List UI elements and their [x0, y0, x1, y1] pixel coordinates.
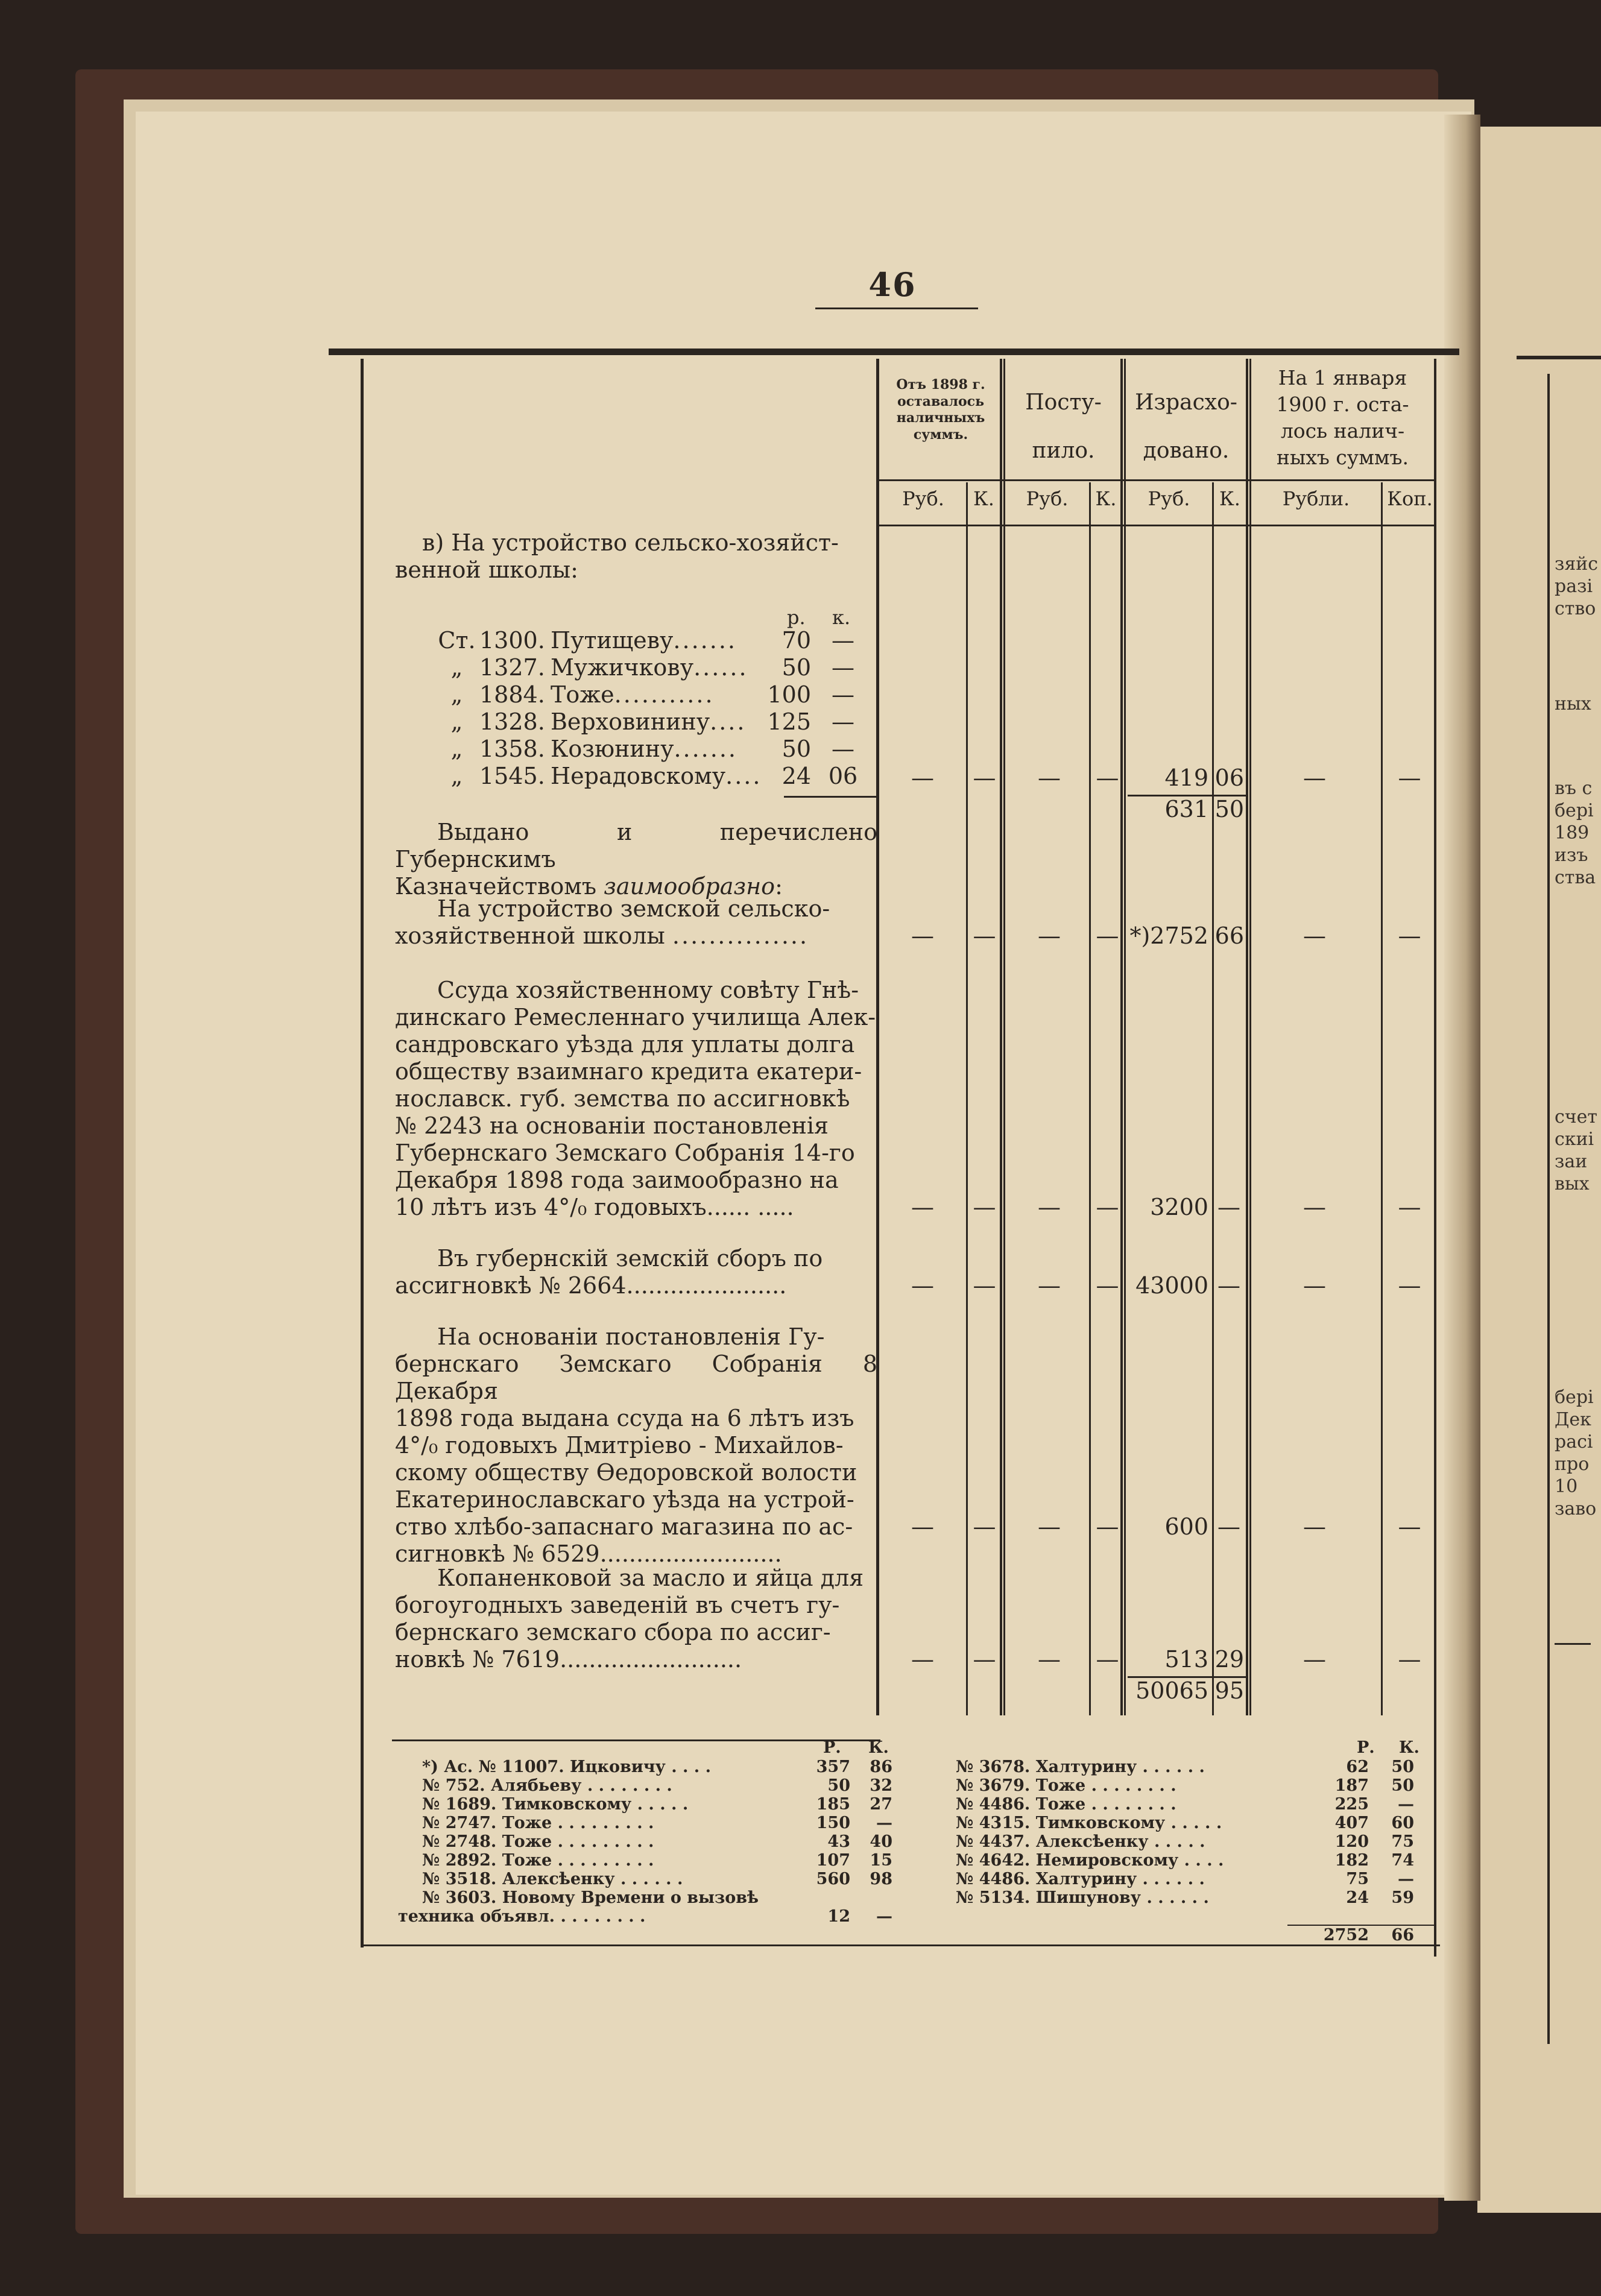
loan-entry-line: Губернскаго Земскаго Собранiя 14-го — [395, 1140, 855, 1166]
gub-kop: — — [1217, 1272, 1240, 1299]
right-page-fragment: бері — [1555, 1387, 1594, 1408]
dmitrievo-entry — [395, 1323, 877, 1568]
footnote-kop: 75 — [1391, 1832, 1414, 1851]
dash: — — [1303, 1513, 1326, 1540]
item-leader: .... — [710, 708, 747, 735]
footnote-kop: 98 — [870, 1870, 892, 1888]
section-v-item — [434, 763, 762, 789]
footnote-entry: № 2747. Тоже . . . . . . . . . — [422, 1814, 654, 1832]
unit-kop-4: Коп. — [1387, 487, 1433, 510]
item-leader: .... — [725, 763, 762, 789]
item-prefix: „ — [450, 736, 463, 762]
col-divider-2 — [1120, 359, 1123, 1715]
dash: — — [1038, 1194, 1061, 1220]
dash: — — [1398, 1646, 1421, 1673]
item-kop: — — [832, 681, 854, 708]
item-prefix: „ — [450, 681, 463, 708]
item-rub: 24 — [782, 763, 811, 789]
dmitrievo-entry-line: сигновкѣ № 6529......................... — [395, 1541, 782, 1567]
dash: — — [1096, 1194, 1119, 1220]
footnote-kop: 27 — [870, 1795, 892, 1814]
col3-header-line: довано. — [1143, 438, 1230, 463]
dash: — — [1398, 765, 1421, 791]
kopanenkova-entry-line: бернскаго земскаго сбора по ассиг- — [395, 1619, 831, 1645]
right-page-fragment: 189 — [1555, 822, 1590, 844]
footnote-kop: 59 — [1391, 1888, 1414, 1907]
dash: — — [1398, 1194, 1421, 1220]
section-v-subtotal-kop: 50 — [1214, 796, 1244, 822]
loan-entry-line: нославск. губ. земства по ассигновкѣ — [395, 1085, 850, 1112]
section-v-item — [434, 708, 746, 735]
footnote-rub: 120 — [1334, 1832, 1369, 1851]
gub-entry-line: ассигновкѣ № 2664...................... — [395, 1272, 787, 1299]
issued-heading-prefix: Казначействомъ — [395, 873, 597, 900]
dash: — — [1303, 1194, 1326, 1220]
dmitrievo-entry-line: скому обществу Ѳедоровской волости — [395, 1459, 857, 1486]
section-v-subtotal-rub: 631 — [1164, 796, 1208, 822]
item-code: 1300. — [479, 627, 545, 654]
footnote-rub: 62 — [1346, 1758, 1369, 1776]
footnote-bottom-rule — [361, 1944, 1440, 1946]
footnote-rub: 43 — [827, 1832, 850, 1851]
kopanenkova-kop: 29 — [1214, 1646, 1244, 1673]
book-gutter — [1444, 115, 1480, 2201]
total-rub: 50065 — [1135, 1677, 1208, 1704]
col1-header — [880, 377, 1001, 443]
footnote-entry: техника объявл. . . . . . . . . — [398, 1907, 646, 1926]
table-right-border — [1434, 359, 1436, 1957]
kopanenkova-entry — [395, 1565, 877, 1673]
footnote-r-label-right: Р. — [1357, 1738, 1375, 1757]
footnote-kop: — — [1398, 1870, 1414, 1888]
issued-heading-line: Выдано и перечислено Губернскимъ — [395, 819, 877, 872]
item-name: Козюнину — [551, 736, 674, 762]
right-page-fragment: ства — [1555, 867, 1596, 888]
footnote-kop: — — [876, 1907, 892, 1926]
footnote-entry: № 3679. Тоже . . . . . . . . — [956, 1776, 1176, 1795]
loan-entry — [395, 977, 877, 1221]
item-code: 1884. — [479, 681, 545, 708]
dash: — — [911, 922, 934, 949]
unit-rub-3: Руб. — [1148, 487, 1190, 510]
school-entry — [395, 895, 877, 950]
section-v-spent-rub: 419 — [1164, 765, 1208, 791]
kop-divider-4 — [1381, 482, 1383, 1715]
dash: — — [911, 765, 934, 791]
right-page-fragment: Дек — [1555, 1409, 1591, 1430]
right-page-fragment: ных — [1555, 693, 1591, 714]
school-rub: *)2752 — [1129, 922, 1208, 949]
footnote-rub: 107 — [816, 1851, 850, 1870]
right-page-top-rule — [1517, 356, 1601, 359]
footnote-kop: 40 — [870, 1832, 892, 1851]
dmitrievo-entry-line: На основанiи постановленiя Гу- — [437, 1323, 825, 1350]
right-page-fragment: вых — [1555, 1173, 1590, 1194]
footnote-entry: *) Ас. № 11007. Ицковичу . . . . — [422, 1758, 711, 1776]
footnote-rub: 150 — [816, 1814, 850, 1832]
item-prefix: Ст. — [438, 627, 476, 654]
item-kop: — — [832, 736, 854, 762]
loan-entry-line: обществу взаимнаго кредита екатери- — [395, 1058, 862, 1085]
section-v-item — [434, 627, 737, 654]
section-v-title-line: венной школы: — [395, 557, 578, 583]
footnote-total-kop: 66 — [1391, 1926, 1414, 1944]
item-kop: 06 — [828, 763, 858, 789]
dmitrievo-entry-line: Екатеринославскаго уѣзда на устрой- — [395, 1486, 854, 1513]
footnote-k-label-right: К. — [1399, 1738, 1419, 1757]
section-v-item — [434, 681, 715, 708]
section-v-title — [395, 529, 877, 584]
right-page-fragment: про — [1555, 1454, 1590, 1475]
col-divider-3 — [1246, 359, 1248, 1715]
col3-header-line: Израсхо- — [1135, 390, 1237, 415]
item-code: 1545. — [479, 763, 545, 789]
footnote-entry: № 2892. Тоже . . . . . . . . . — [422, 1851, 654, 1870]
dash: — — [1038, 765, 1061, 791]
footnote-kop: 50 — [1391, 1758, 1414, 1776]
dash: — — [973, 1272, 996, 1299]
col-divider-2b — [1124, 359, 1126, 1715]
footnote-rub: 185 — [816, 1795, 850, 1814]
footnote-entry: № 4486. Халтурину . . . . . . — [956, 1870, 1205, 1888]
right-page-fragment: разі — [1555, 576, 1593, 597]
footnote-rub: 560 — [816, 1870, 850, 1888]
item-leader: ........... — [614, 681, 715, 708]
unit-kop-3: К. — [1219, 487, 1240, 510]
item-rub: 125 — [767, 708, 811, 735]
col4-header-line: 1900 г. оста- — [1276, 393, 1409, 416]
item-rub: 100 — [767, 681, 811, 708]
dash: — — [911, 1646, 934, 1673]
right-page-vertical-rule — [1547, 374, 1550, 2044]
col2-header-line: пило. — [1032, 438, 1095, 463]
footnote-entry: № 4315. Тимковскому . . . . . — [956, 1814, 1222, 1832]
dash: — — [911, 1513, 934, 1540]
item-name: Путищеву — [551, 627, 674, 654]
col3-header — [1125, 379, 1247, 475]
table-left-border — [361, 359, 364, 1948]
school-entry-leader: ............... — [672, 922, 809, 949]
col1-header-line: оставалось — [897, 393, 984, 409]
dash: — — [1303, 765, 1326, 791]
header-rule — [879, 479, 1434, 481]
section-v-list-rule — [784, 796, 876, 798]
footnote-rub: 225 — [1334, 1795, 1369, 1814]
footnote-rub: 50 — [827, 1776, 850, 1795]
dmitrievo-rub: 600 — [1164, 1513, 1208, 1540]
footnote-entry: № 3603. Новому Времени о вызовѣ — [422, 1888, 759, 1907]
col-divider-1b — [1003, 359, 1005, 1715]
item-rub: 50 — [782, 654, 811, 681]
dash: — — [1038, 1646, 1061, 1673]
unit-rub-1: Руб. — [902, 487, 944, 510]
footnote-entry: № 2748. Тоже . . . . . . . . . — [422, 1832, 654, 1851]
footnote-entry: № 3518. Алексѣенку . . . . . . — [422, 1870, 683, 1888]
dash: — — [973, 1513, 996, 1540]
footnote-kop: 60 — [1391, 1814, 1414, 1832]
col-divider-1 — [1000, 359, 1002, 1715]
footnote-kop: 32 — [870, 1776, 892, 1795]
item-kop: — — [832, 708, 854, 735]
issued-heading-italic: заимообразно — [604, 873, 775, 900]
footnote-rub: 187 — [1334, 1776, 1369, 1795]
loan-entry-line: сандровскаго уѣзда для уплаты долга — [395, 1031, 855, 1058]
right-page-fragment: заи — [1555, 1151, 1588, 1172]
dash: — — [1096, 922, 1119, 949]
dash: — — [911, 1272, 934, 1299]
text-bottom-rule — [392, 1739, 880, 1741]
footnote-entry: № 5134. Шишунову . . . . . . — [956, 1888, 1209, 1907]
item-code: 1328. — [479, 708, 545, 735]
kopanenkova-entry-line: новкѣ № 7619......................... — [395, 1646, 742, 1673]
col4-header-line: ныхъ суммъ. — [1276, 446, 1409, 469]
right-page-fragment: 10 — [1555, 1476, 1578, 1497]
dmitrievo-entry-line: 4°/₀ годовыхъ Дмитрiево - Михайлов- — [395, 1432, 844, 1459]
issued-heading-colon: : — [775, 873, 783, 900]
page-number-rule — [815, 308, 978, 309]
col1-header-line: Отъ 1898 г. — [896, 377, 985, 393]
footnote-total-rub: 2752 — [1323, 1926, 1369, 1944]
dash: — — [1096, 1272, 1119, 1299]
kopanenkova-entry-line: Копаненковой за масло и яйца для — [437, 1565, 864, 1591]
footnote-kop: 86 — [870, 1758, 892, 1776]
dash: — — [1398, 922, 1421, 949]
item-name: Верховинину — [551, 708, 710, 735]
footnote-kop: 74 — [1391, 1851, 1414, 1870]
col2-header-line: Посту- — [1025, 390, 1102, 415]
school-entry-line2 — [395, 922, 877, 950]
dash: — — [911, 1194, 934, 1220]
item-leader: ...... — [693, 654, 748, 681]
footnote-entry: № 4437. Алексѣенку . . . . . — [956, 1832, 1205, 1851]
right-page-fragment: бері — [1555, 800, 1594, 821]
item-leader: ....... — [674, 736, 737, 762]
kopanenkova-rub: 513 — [1164, 1646, 1208, 1673]
right-page-fragment: счет — [1555, 1106, 1597, 1128]
issued-heading — [395, 819, 877, 900]
item-leader: ....... — [673, 627, 737, 654]
footnote-entry: № 4486. Тоже . . . . . . . . — [956, 1795, 1176, 1814]
gub-entry — [395, 1245, 877, 1299]
dash: — — [1038, 1272, 1061, 1299]
dash: — — [973, 1646, 996, 1673]
footnote-rub: 75 — [1346, 1870, 1369, 1888]
dash: — — [1038, 1513, 1061, 1540]
right-page-fragment: изъ — [1555, 845, 1588, 866]
item-rub: 50 — [782, 736, 811, 762]
dash: — — [1096, 1646, 1119, 1673]
dash: — — [973, 1194, 996, 1220]
right-page-fragment: расі — [1555, 1431, 1593, 1452]
item-code: 1327. — [479, 654, 545, 681]
unit-kop-2: К. — [1095, 487, 1117, 510]
section-v-title-line: в) На устройство сельско-хозяйст- — [422, 529, 839, 556]
dash: — — [1096, 765, 1119, 791]
gub-entry-line: Въ губернскiй земскiй сборъ по — [437, 1245, 823, 1272]
footnote-k-label-left: К. — [868, 1738, 889, 1757]
school-entry-text: хозяйственной школы — [395, 922, 665, 949]
loan-entry-line: Декабря 1898 года заимообразно на — [395, 1167, 839, 1193]
right-page-fragment: зяйс — [1555, 554, 1599, 575]
right-page-short-rule — [1555, 1643, 1591, 1645]
dash: — — [973, 922, 996, 949]
loan-kop: — — [1217, 1194, 1240, 1220]
item-kop: — — [832, 654, 854, 681]
units-rule — [879, 525, 1434, 526]
footnote-entry: № 4642. Немировскому . . . . — [956, 1851, 1224, 1870]
right-page-fragment: ство — [1555, 598, 1596, 619]
footnote-rub: 357 — [816, 1758, 850, 1776]
unit-kop-1: К. — [973, 487, 994, 510]
footnote-kop: — — [876, 1814, 892, 1832]
col2-header — [1005, 379, 1122, 475]
dash: — — [1038, 922, 1061, 949]
col4-header-line: лось налич- — [1280, 419, 1405, 443]
kopanenkova-entry-line: богоугодныхъ заведенiй въ счетъ гу- — [395, 1592, 840, 1618]
footnote-entry: № 1689. Тимковскому . . . . . — [422, 1795, 689, 1814]
loan-entry-line: динскаго Ремесленнаго училища Алек- — [395, 1004, 876, 1030]
dmitrievo-entry-line: 1898 года выдана ссуда на 6 лѣтъ изъ — [395, 1405, 854, 1431]
section-v-r-label: р. — [787, 606, 806, 629]
dash: — — [1303, 922, 1326, 949]
footnote-entry: № 752. Алябьеву . . . . . . . . — [422, 1776, 672, 1795]
dmitrievo-kop: — — [1217, 1513, 1240, 1540]
col-divider-3b — [1249, 359, 1251, 1715]
gub-rub: 43000 — [1135, 1272, 1208, 1299]
right-page-fragment: заво — [1555, 1498, 1597, 1519]
dash: — — [1398, 1513, 1421, 1540]
section-v-item — [434, 654, 748, 681]
dash: — — [1398, 1272, 1421, 1299]
dmitrievo-entry-line: бернскаго Земскаго Собранiя 8 Декабря — [395, 1351, 877, 1404]
footnote-rub: 407 — [1334, 1814, 1369, 1832]
footnote-rub: 24 — [1346, 1888, 1369, 1907]
col1-header-line: суммъ. — [913, 426, 968, 443]
col4-header — [1251, 365, 1435, 471]
unit-rubli: Рубли. — [1282, 487, 1350, 510]
table-top-rule — [329, 348, 1459, 355]
loan-entry-line: 10 лѣтъ изъ 4°/₀ годовыхъ...... ..... — [395, 1194, 794, 1220]
school-kop: 66 — [1214, 922, 1244, 949]
section-v-spent-kop: 06 — [1214, 765, 1244, 791]
item-code: 1358. — [479, 736, 545, 762]
section-v-item — [434, 736, 737, 762]
dash: — — [973, 765, 996, 791]
footnote-entry: № 3678. Халтурину . . . . . . — [956, 1758, 1205, 1776]
col1-header-line: наличныхъ — [896, 410, 985, 426]
page-number: 46 — [868, 265, 917, 304]
section-v-k-label: к. — [832, 606, 851, 629]
item-kop: — — [832, 627, 854, 654]
footnote-kop: 15 — [870, 1851, 892, 1870]
dmitrievo-entry-line: ство хлѣбо-запаснаго магазина по ас- — [395, 1513, 853, 1540]
right-page-fragment: скиі — [1555, 1129, 1594, 1150]
dash: — — [1096, 1513, 1119, 1540]
item-name: Мужичкову — [551, 654, 694, 681]
loan-entry-line: Ссуда хозяйственному совѣту Гнѣ- — [437, 977, 859, 1003]
footnote-kop: 50 — [1391, 1776, 1414, 1795]
item-rub: 70 — [782, 627, 811, 654]
dash: — — [1303, 1272, 1326, 1299]
footnote-r-label-left: Р. — [823, 1738, 841, 1757]
item-prefix: „ — [450, 763, 463, 789]
item-prefix: „ — [450, 708, 463, 735]
school-entry-line: На устройство земской сельско- — [437, 895, 830, 922]
dash: — — [1303, 1646, 1326, 1673]
unit-rub-2: Руб. — [1026, 487, 1069, 510]
loan-rub: 3200 — [1150, 1194, 1208, 1220]
total-kop: 95 — [1214, 1677, 1244, 1704]
col4-header-line: На 1 января — [1278, 366, 1407, 390]
right-page-fragment: въ с — [1555, 778, 1593, 799]
loan-entry-line: № 2243 на основанiи постановленiя — [395, 1112, 829, 1139]
item-name: Нерадовскому — [551, 763, 726, 789]
item-prefix: „ — [450, 654, 463, 681]
footnote-rub: 12 — [827, 1907, 850, 1926]
item-name: Тоже — [551, 681, 614, 708]
footnote-rub: 182 — [1334, 1851, 1369, 1870]
footnote-kop: — — [1398, 1795, 1414, 1814]
